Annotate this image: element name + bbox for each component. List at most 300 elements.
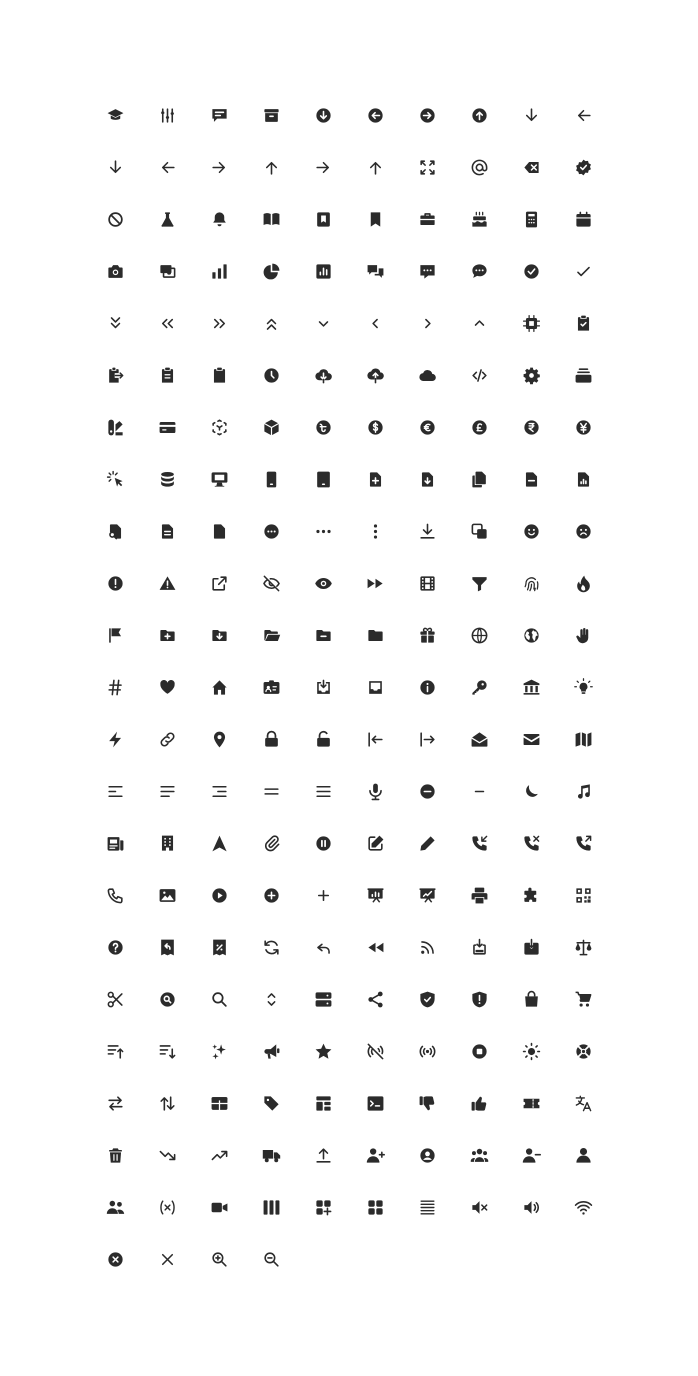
icon-cell — [193, 193, 245, 245]
icon-cell — [297, 1025, 349, 1077]
arrow-down-icon — [522, 106, 541, 125]
book-open-icon — [262, 210, 281, 229]
clipboard-list-icon — [158, 366, 177, 385]
menu-alt-4-icon — [262, 782, 281, 801]
chip-icon — [522, 314, 541, 333]
icon-cell — [297, 453, 349, 505]
icon-cell — [89, 193, 141, 245]
icon-cell — [401, 609, 453, 661]
icon-cell — [505, 1129, 557, 1181]
icon-cell — [141, 1181, 193, 1233]
icon-cell — [453, 297, 505, 349]
icon-cell — [401, 973, 453, 1025]
icon-cell — [89, 765, 141, 817]
cube-icon — [262, 418, 281, 437]
finger-print-icon — [522, 574, 541, 593]
icon-cell — [557, 765, 609, 817]
thumb-up-icon — [470, 1094, 489, 1113]
icon-cell — [141, 557, 193, 609]
view-list-icon — [418, 1198, 437, 1217]
download-icon — [418, 522, 437, 541]
icon-cell — [141, 765, 193, 817]
view-grid-add-icon — [314, 1198, 333, 1217]
document-report-icon — [574, 470, 593, 489]
icon-cell — [349, 661, 401, 713]
icon-cell — [401, 1129, 453, 1181]
icon-cell — [245, 401, 297, 453]
stop-icon — [470, 1042, 489, 1061]
users-icon — [106, 1198, 125, 1217]
icon-cell — [401, 557, 453, 609]
bookmark-icon — [366, 210, 385, 229]
icon-cell — [453, 973, 505, 1025]
icon-cell — [453, 1181, 505, 1233]
cube-transparent-icon — [210, 418, 229, 437]
icon-grid — [89, 89, 609, 1285]
icon-cell — [297, 89, 349, 141]
x-circle-icon — [106, 1250, 125, 1269]
icon-cell — [453, 869, 505, 921]
truck-icon — [262, 1146, 281, 1165]
icon-cell — [141, 921, 193, 973]
icon-cell — [297, 245, 349, 297]
icon-cell — [557, 973, 609, 1025]
icon-cell — [89, 401, 141, 453]
arrow-up-icon — [366, 158, 385, 177]
heart-icon — [158, 678, 177, 697]
icon-cell — [557, 713, 609, 765]
icon-cell — [193, 1129, 245, 1181]
menu-icon — [314, 782, 333, 801]
currency-pound-icon — [470, 418, 489, 437]
phone-outgoing-icon — [574, 834, 593, 853]
icon-cell — [505, 557, 557, 609]
icon-cell — [401, 245, 453, 297]
icon-cell — [141, 401, 193, 453]
icon-cell — [193, 869, 245, 921]
currency-bangladeshi-icon — [314, 418, 333, 437]
icon-cell — [245, 89, 297, 141]
clock-icon — [262, 366, 281, 385]
icon-cell — [557, 1077, 609, 1129]
icon-cell — [297, 193, 349, 245]
icon-cell — [557, 609, 609, 661]
device-mobile-icon — [262, 470, 281, 489]
icon-cell — [349, 401, 401, 453]
icon-cell — [297, 1181, 349, 1233]
tag-icon — [262, 1094, 281, 1113]
collection-icon — [574, 366, 593, 385]
zoom-out-icon — [262, 1250, 281, 1269]
icon-cell — [401, 1077, 453, 1129]
dots-horizontal-icon — [314, 522, 333, 541]
icon-cell — [349, 297, 401, 349]
trash-icon — [106, 1146, 125, 1165]
icon-cell — [453, 713, 505, 765]
arrow-narrow-up-icon — [262, 158, 281, 177]
eye-icon — [314, 574, 333, 593]
sparkles-icon — [210, 1042, 229, 1061]
folder-open-icon — [262, 626, 281, 645]
icon-cell — [193, 349, 245, 401]
phone-incoming-icon — [470, 834, 489, 853]
icon-cell — [557, 401, 609, 453]
icon-cell — [401, 89, 453, 141]
icon-cell — [505, 193, 557, 245]
upload-icon — [314, 1146, 333, 1165]
question-mark-circle-icon — [106, 938, 125, 957]
icon-cell — [193, 453, 245, 505]
icon-cell — [193, 505, 245, 557]
filter-icon — [470, 574, 489, 593]
menu-alt-1-icon — [106, 782, 125, 801]
icon-cell — [349, 193, 401, 245]
icon-cell — [245, 713, 297, 765]
icon-cell — [193, 557, 245, 609]
volume-up-icon — [522, 1198, 541, 1217]
phone-missed-call-icon — [522, 834, 541, 853]
receipt-refund-icon — [158, 938, 177, 957]
icon-cell — [297, 869, 349, 921]
icon-cell — [141, 661, 193, 713]
newspaper-icon — [106, 834, 125, 853]
identification-icon — [262, 678, 281, 697]
mail-open-icon — [470, 730, 489, 749]
icon-cell — [297, 609, 349, 661]
icon-cell — [89, 505, 141, 557]
trending-up-icon — [210, 1146, 229, 1165]
icon-cell — [89, 453, 141, 505]
cake-icon — [470, 210, 489, 229]
icon-cell — [297, 661, 349, 713]
icon-cell — [141, 869, 193, 921]
icon-cell — [193, 1233, 245, 1285]
scissors-icon — [106, 990, 125, 1009]
icon-cell — [349, 921, 401, 973]
icon-cell — [505, 973, 557, 1025]
icon-cell — [557, 1025, 609, 1077]
exclamation-icon — [158, 574, 177, 593]
emoji-happy-icon — [522, 522, 541, 541]
chevron-up-icon — [470, 314, 489, 333]
icon-cell — [141, 1233, 193, 1285]
icon-cell — [505, 453, 557, 505]
volume-off-icon — [470, 1198, 489, 1217]
icon-cell — [141, 193, 193, 245]
globe-alt-icon — [470, 626, 489, 645]
icon-cell — [297, 141, 349, 193]
icon-cell — [349, 245, 401, 297]
icon-cell — [89, 869, 141, 921]
share-icon — [366, 990, 385, 1009]
icon-cell — [89, 1181, 141, 1233]
pencil-alt-icon — [366, 834, 385, 853]
icon-cell — [401, 1025, 453, 1077]
dots-circle-horizontal-icon — [262, 522, 281, 541]
chevron-double-up-icon — [262, 314, 281, 333]
icon-cell — [505, 505, 557, 557]
icon-cell — [557, 1129, 609, 1181]
icon-cell — [453, 1025, 505, 1077]
currency-euro-icon — [418, 418, 437, 437]
flag-icon — [106, 626, 125, 645]
icon-cell — [297, 973, 349, 1025]
icon-cell — [401, 817, 453, 869]
icon-cell — [245, 505, 297, 557]
icon-cell — [245, 193, 297, 245]
icon-cell — [349, 973, 401, 1025]
search-circle-icon — [158, 990, 177, 1009]
document-remove-icon — [522, 470, 541, 489]
refresh-icon — [262, 938, 281, 957]
icon-cell — [349, 869, 401, 921]
icon-cell — [401, 401, 453, 453]
icon-cell — [349, 349, 401, 401]
arrow-right-icon — [314, 158, 333, 177]
icon-cell — [505, 921, 557, 973]
icon-cell — [297, 349, 349, 401]
icon-cell — [401, 765, 453, 817]
briefcase-icon — [418, 210, 437, 229]
icon-cell — [245, 1233, 297, 1285]
star-icon — [314, 1042, 333, 1061]
icon-cell — [453, 89, 505, 141]
chart-bar-icon — [210, 262, 229, 281]
menu-alt-2-icon — [158, 782, 177, 801]
icon-cell — [141, 1129, 193, 1181]
icon-cell — [193, 1181, 245, 1233]
icon-cell — [89, 817, 141, 869]
icon-cell — [401, 453, 453, 505]
icon-cell — [89, 1025, 141, 1077]
icon-cell — [245, 921, 297, 973]
chart-pie-icon — [262, 262, 281, 281]
icon-cell — [401, 869, 453, 921]
adjustments-icon — [158, 106, 177, 125]
icon-cell — [453, 557, 505, 609]
icon-cell — [557, 453, 609, 505]
play-icon — [210, 886, 229, 905]
icon-cell — [89, 297, 141, 349]
variable-icon — [158, 1198, 177, 1217]
icon-cell — [141, 609, 193, 661]
icon-cell — [505, 713, 557, 765]
eye-off-icon — [262, 574, 281, 593]
paper-clip-icon — [262, 834, 281, 853]
icon-cell — [453, 453, 505, 505]
icon-cell — [557, 817, 609, 869]
link-icon — [158, 730, 177, 749]
icon-cell — [245, 349, 297, 401]
icon-cell — [89, 245, 141, 297]
rewind-icon — [366, 938, 385, 957]
icon-cell — [297, 921, 349, 973]
icon-cell — [141, 141, 193, 193]
minus-icon — [470, 782, 489, 801]
icon-cell — [245, 245, 297, 297]
icon-cell — [453, 765, 505, 817]
user-group-icon — [470, 1146, 489, 1165]
icon-cell — [297, 765, 349, 817]
icon-cell — [245, 973, 297, 1025]
folder-download-icon — [210, 626, 229, 645]
external-link-icon — [210, 574, 229, 593]
icon-cell — [245, 297, 297, 349]
video-camera-icon — [210, 1198, 229, 1217]
code-icon — [470, 366, 489, 385]
calculator-icon — [522, 210, 541, 229]
paper-airplane-icon — [210, 834, 229, 853]
terminal-icon — [366, 1094, 385, 1113]
academic-cap-icon — [106, 106, 125, 125]
selector-icon — [262, 990, 281, 1009]
ban-icon — [106, 210, 125, 229]
currency-yen-icon — [574, 418, 593, 437]
icon-cell — [245, 453, 297, 505]
icon-cell — [401, 297, 453, 349]
inbox-icon — [366, 678, 385, 697]
cash-icon — [158, 262, 177, 281]
shopping-bag-icon — [522, 990, 541, 1009]
translate-icon — [574, 1094, 593, 1113]
credit-card-icon — [158, 418, 177, 437]
moon-icon — [522, 782, 541, 801]
puzzle-icon — [522, 886, 541, 905]
icon-cell — [557, 869, 609, 921]
icon-cell — [505, 89, 557, 141]
folder-icon — [366, 626, 385, 645]
lock-closed-icon — [262, 730, 281, 749]
icon-cell — [349, 713, 401, 765]
icon-cell — [89, 661, 141, 713]
status-online-icon — [418, 1042, 437, 1061]
save-as-icon — [470, 938, 489, 957]
icon-cell — [401, 661, 453, 713]
pencil-icon — [418, 834, 437, 853]
login-icon — [366, 730, 385, 749]
arrow-narrow-down-icon — [106, 158, 125, 177]
chevron-right-icon — [418, 314, 437, 333]
desktop-computer-icon — [210, 470, 229, 489]
exclamation-circle-icon — [106, 574, 125, 593]
film-icon — [418, 574, 437, 593]
icon-cell — [557, 1181, 609, 1233]
icon-cell — [297, 1077, 349, 1129]
icon-cell — [89, 1233, 141, 1285]
icon-cell — [557, 141, 609, 193]
chevron-double-right-icon — [210, 314, 229, 333]
globe-icon — [522, 626, 541, 645]
light-bulb-icon — [574, 678, 593, 697]
icon-cell — [349, 609, 401, 661]
icon-cell — [349, 1025, 401, 1077]
clipboard-check-icon — [574, 314, 593, 333]
icon-cell — [193, 609, 245, 661]
sort-descending-icon — [158, 1042, 177, 1061]
icon-cell — [505, 1181, 557, 1233]
template-icon — [314, 1094, 333, 1113]
trending-down-icon — [158, 1146, 177, 1165]
location-marker-icon — [210, 730, 229, 749]
icon-cell — [297, 505, 349, 557]
user-icon — [574, 1146, 593, 1165]
document-download-icon — [418, 470, 437, 489]
lock-open-icon — [314, 730, 333, 749]
icon-cell — [505, 609, 557, 661]
zoom-in-icon — [210, 1250, 229, 1269]
user-add-icon — [366, 1146, 385, 1165]
icon-cell — [89, 1077, 141, 1129]
check-circle-icon — [522, 262, 541, 281]
arrow-narrow-left-icon — [158, 158, 177, 177]
annotation-icon — [210, 106, 229, 125]
document-duplicate-icon — [470, 470, 489, 489]
at-symbol-icon — [470, 158, 489, 177]
arrow-narrow-right-icon — [210, 158, 229, 177]
icon-cell — [193, 297, 245, 349]
information-circle-icon — [418, 678, 437, 697]
chat-icon — [470, 262, 489, 281]
icon-cell — [141, 713, 193, 765]
icon-cell — [193, 245, 245, 297]
document-search-icon — [106, 522, 125, 541]
library-icon — [522, 678, 541, 697]
icon-cell — [297, 817, 349, 869]
icon-cell — [141, 89, 193, 141]
icon-cell — [141, 453, 193, 505]
icon-cell — [297, 557, 349, 609]
icon-cell — [297, 297, 349, 349]
icon-cell — [245, 1181, 297, 1233]
icon-cell — [89, 1129, 141, 1181]
currency-rupee-icon — [522, 418, 541, 437]
chevron-double-left-icon — [158, 314, 177, 333]
rss-icon — [418, 938, 437, 957]
icon-cell — [505, 297, 557, 349]
icon-cell — [245, 557, 297, 609]
minus-circle-icon — [418, 782, 437, 801]
fire-icon — [574, 574, 593, 593]
icon-cell — [401, 349, 453, 401]
icon-cell — [193, 1077, 245, 1129]
document-icon — [210, 522, 229, 541]
icon-cell — [505, 245, 557, 297]
icon-cell — [453, 1077, 505, 1129]
user-circle-icon — [418, 1146, 437, 1165]
icon-cell — [89, 141, 141, 193]
support-icon — [574, 1042, 593, 1061]
icon-cell — [453, 245, 505, 297]
device-tablet-icon — [314, 470, 333, 489]
arrow-circle-down-icon — [314, 106, 333, 125]
icon-cell — [505, 141, 557, 193]
fast-forward-icon — [366, 574, 385, 593]
check-icon — [574, 262, 593, 281]
key-icon — [470, 678, 489, 697]
icon-cell — [89, 973, 141, 1025]
sun-icon — [522, 1042, 541, 1061]
icon-cell — [401, 921, 453, 973]
pause-icon — [314, 834, 333, 853]
currency-dollar-icon — [366, 418, 385, 437]
icon-cell — [505, 765, 557, 817]
icon-cell — [193, 661, 245, 713]
plus-circle-icon — [262, 886, 281, 905]
printer-icon — [470, 886, 489, 905]
shopping-cart-icon — [574, 990, 593, 1009]
icon-cell — [297, 401, 349, 453]
switch-horizontal-icon — [106, 1094, 125, 1113]
